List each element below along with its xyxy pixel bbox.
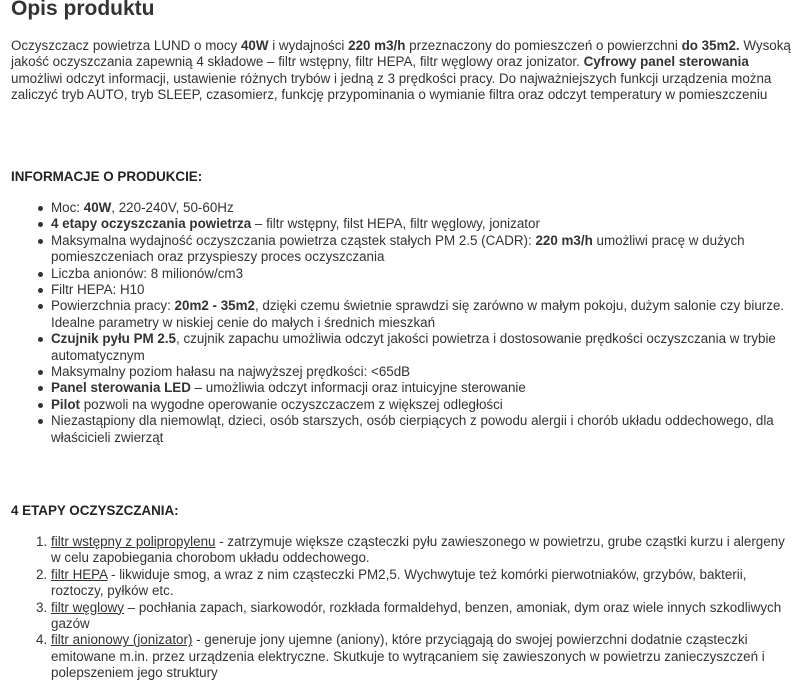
filter-link[interactable]: filtr węglowy — [51, 599, 124, 615]
item-text: pozwoli na wygodne operowanie oczyszczaczem z większej odległości — [80, 396, 503, 412]
item-bold: Panel sterowania LED — [51, 380, 191, 396]
list-item-remote — [51, 397, 796, 413]
stage-item — [36, 534, 796, 567]
list-item-hepa — [51, 282, 796, 298]
intro-paragraph — [11, 38, 796, 104]
list-item-stages — [51, 216, 796, 232]
intro-area: do 35m2. — [681, 38, 740, 53]
list-item-panel — [51, 380, 796, 396]
item-bold: Czujnik pyłu PM 2.5 — [51, 331, 177, 347]
stage-number: 4. — [36, 632, 48, 648]
item-text: Filtr HEPA: H10 — [51, 282, 145, 298]
list-item-anions — [51, 266, 796, 282]
product-info-heading: INFORMACJE O PRODUKCIE: — [11, 169, 203, 184]
item-text: , dzięki czemu świetnie sprawdzi się zarówno w małym pokoju, dużym salonie czy biurze. Idealne parametry w niskiej cenie do małych i średnich mieszkań — [51, 298, 785, 330]
item-bold: 4 etapy oczyszczania powietrza — [51, 216, 252, 232]
stages-list — [36, 534, 796, 682]
item-text: Moc: — [51, 200, 84, 215]
item-bold: 40W — [83, 200, 112, 215]
filter-link[interactable]: filtr HEPA — [51, 566, 108, 582]
stage-text: - zatrzymuje większe cząsteczki pyłu zawieszonego w powietrzu, grube cząstki kurzu i alergeny w celu zapobiegania chorobom układu oddechowego. — [51, 534, 785, 566]
page-title: Opis produktu — [11, 0, 155, 20]
intro-text: umożliwi odczyt informacji, ustawienie różnych trybów i jedną z 3 prędkości pracy. Do najważniejszych funkcji urządzenia można zaliczyć tryb AUTO, tryb SLEEP, czasomierz, funkcję przypominania o wymianie filtra oraz odczyt temperatury w pomieszczeniu — [11, 70, 772, 103]
intro-text: Wysoką jakość oczyszczania zapewnią 4 składowe – filtr wstępny, filtr HEPA, filtr węglowy oraz jonizator. — [11, 38, 791, 70]
stage-item — [36, 599, 796, 633]
list-item-power — [51, 200, 796, 216]
intro-text: Oczyszczacz powietrza LUND o mocy — [11, 38, 241, 53]
item-text: umożliwi pracę w dużych pomieszczeniach oraz przyspieszy proces oczyszczania — [51, 232, 745, 265]
stage-number: 2. — [36, 566, 48, 582]
filter-link[interactable]: filtr anionowy (jonizator) — [51, 632, 193, 648]
list-item-cadr — [51, 233, 796, 266]
item-text: – umożliwia odczyt informacji oraz intuicyjne sterowanie — [190, 380, 526, 396]
intro-panel: Cyfrowy panel sterowania — [583, 54, 749, 70]
item-text: Maksymalny poziom hałasu na najwyższej prędkości: <65dB — [51, 364, 411, 380]
intro-text: i wydajności — [268, 38, 349, 53]
item-bold: 20m2 - 35m2 — [174, 298, 255, 314]
stage-item — [36, 566, 796, 600]
item-text: Liczba anionów: 8 milionów/cm3 — [51, 265, 244, 281]
item-bold: Pilot — [51, 396, 81, 412]
item-text: – filtr wstępny, filst HEPA, filtr węglowy, jonizator — [251, 216, 540, 232]
stage-text: - likwiduje smog, a wraz z nim cząsteczki PM2,5. Wychwytuje też komórki pierwotniaków, grzybów, bakterii, roztoczy, pyłków etc. — [51, 566, 747, 599]
product-info-list — [51, 200, 796, 446]
item-bold: 220 m3/h — [535, 232, 593, 248]
stage-text: - generuje jony ujemne (aniony), które przyciągają do swojej powierzchni dodatnie cząsteczki emitowane m.in. przez urządzenia elektryczne. Skutkuje to wytrącaniem się zawieszonych w powietrzu zanieczyszczeń i polepszeniem jego struktury — [51, 632, 765, 681]
filter-link[interactable]: filtr wstępny z polipropylenu — [51, 534, 216, 549]
item-text: , 220-240V, 50-60Hz — [111, 200, 234, 215]
item-text: Niezastąpiony dla niemowląt, dzieci, osób starszych, osób cierpiących z powodu alergii i chorób układu oddechowego, dla właścicieli zwierząt — [51, 413, 774, 445]
item-text: Maksymalna wydajność oczyszczania powietrza cząstek stałych PM 2.5 (CADR): — [51, 232, 536, 248]
stages-heading: 4 ETAPY OCZYSZCZANIA: — [11, 503, 179, 518]
stage-text: – pochłania zapach, siarkowodór, rozkłada formaldehyd, benzen, amoniak, dym oraz wiele innych szkodliwych gazów — [51, 599, 782, 632]
list-item-audience — [51, 413, 796, 446]
stage-number: 1. — [36, 534, 48, 549]
list-item-sensor — [51, 331, 796, 364]
stage-item — [36, 632, 796, 681]
list-item-area — [51, 298, 796, 331]
stage-number: 3. — [36, 599, 48, 615]
intro-capacity: 220 m3/h — [348, 38, 406, 53]
intro-text: przeznaczony do pomieszczeń o powierzchni — [405, 38, 682, 53]
item-text: , czujnik zapachu umożliwia odczyt jakości powietrza i dostosowanie prędkości oczyszczania w trybie automatycznym — [51, 331, 776, 363]
intro-power: 40W — [240, 38, 269, 53]
item-text: Powierzchnia pracy: — [51, 298, 175, 314]
list-item-noise — [51, 364, 796, 380]
